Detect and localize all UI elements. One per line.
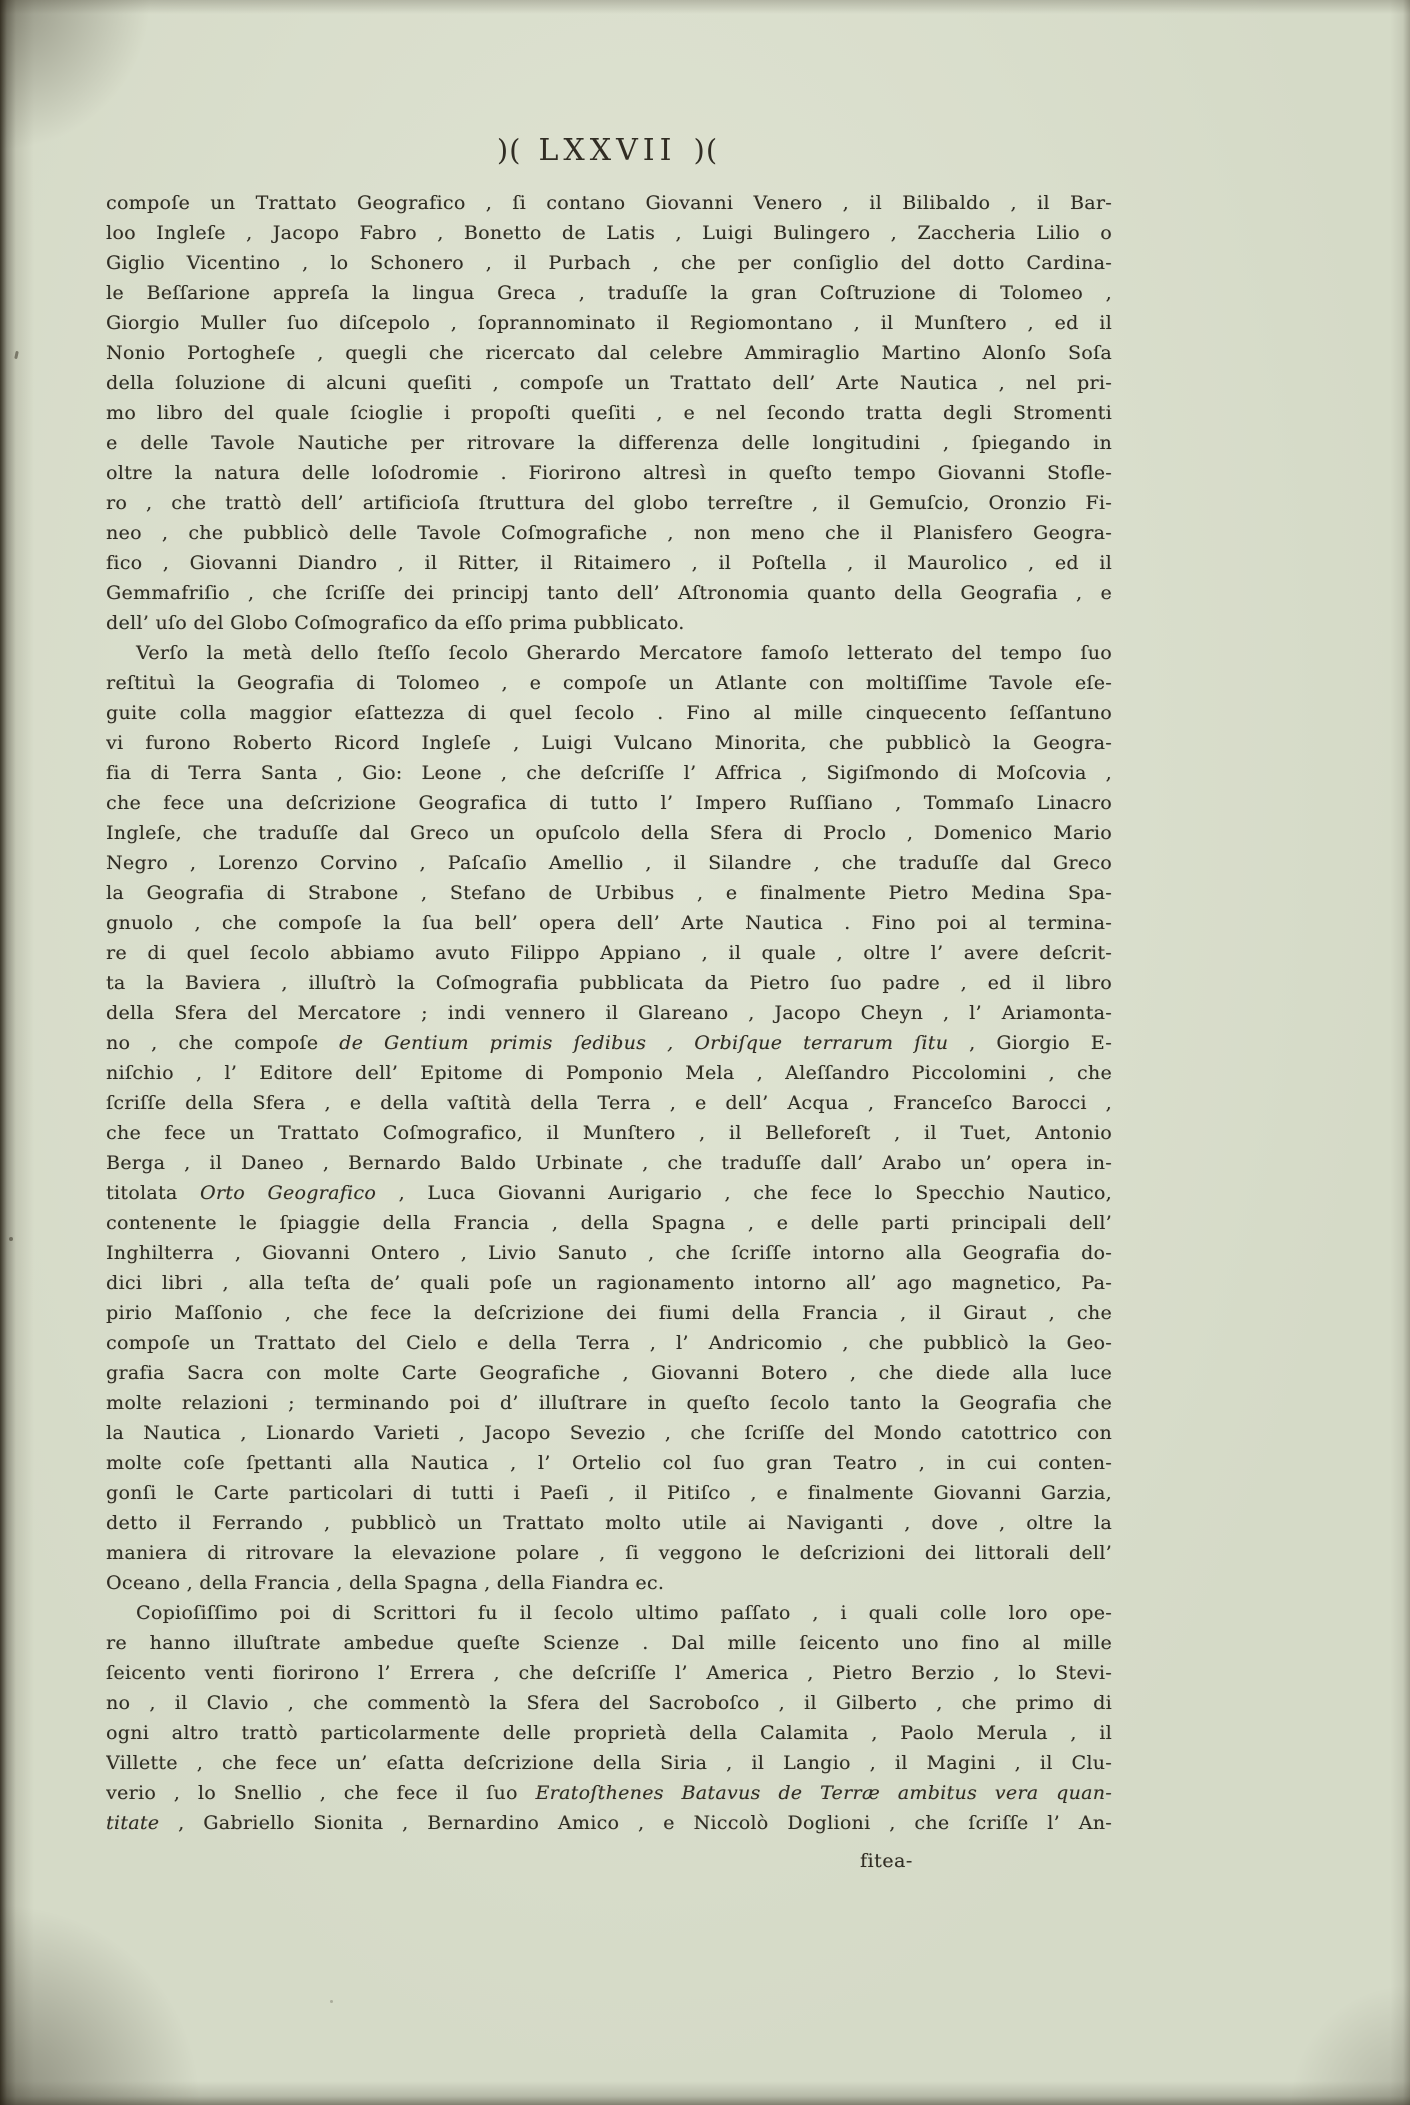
scan-artifact [330, 2000, 333, 2003]
text-line: compoſe un Trattato del Cielo e della Terra , l’ Andricomio , che pubblicò la Geo- [106, 1332, 1112, 1354]
text-line: verio , lo Snellio , che fece il ſuo Eratoſthenes Batavus de Terræ ambitus vera quan- [106, 1782, 1112, 1804]
text-line: dell’ uſo del Globo Coſmografico da eſſo prima pubblicato. [106, 612, 685, 634]
text-line: re di quel ſecolo abbiamo avuto Filippo Appiano , il quale , oltre l’ avere deſcrit- [106, 942, 1112, 964]
text-line: e delle Tavole Nautiche per ritrovare la differenza delle longitudini , ſpiegando in [106, 432, 1112, 454]
text-line: molte relazioni ; terminando poi d’ illuſtrare in queſto ſecolo tanto la Geografia che [106, 1392, 1112, 1414]
text-line: pirio Maſſonio , che fece la deſcrizione dei fiumi della Francia , il Giraut , che [106, 1302, 1112, 1324]
text-line: maniera di ritrovare la elevazione polare , ſi veggono le deſcrizioni dei littorali dell’ [106, 1542, 1112, 1564]
text-line: che fece una deſcrizione Geografica di tutto l’ Impero Ruſſiano , Tommaſo Linacro [106, 792, 1112, 814]
text-line: Giglio Vicentino , lo Schonero , il Purbach , che per conſiglio del dotto Cardina- [106, 252, 1112, 274]
text-line: Villette , che fece un’ eſatta deſcrizione della Siria , il Langio , il Magini , il Clu- [106, 1752, 1112, 1774]
text-line: contenente le ſpiaggie della Francia , della Spagna , e delle parti principali dell’ [106, 1212, 1112, 1234]
text-line: dici libri , alla teſta de’ quali poſe un ragionamento intorno all’ ago magnetico, Pa- [106, 1272, 1112, 1294]
text-line: no , che compoſe de Gentium primis ſedibus , Orbiſque terrarum ſitu , Giorgio E- [106, 1032, 1112, 1054]
page-number-roman: LXXVII [538, 133, 677, 168]
text-line: fico , Giovanni Diandro , il Ritter, il Ritaimero , il Poſtella , il Maurolico , ed il [106, 552, 1112, 574]
scan-artifact [9, 1237, 13, 1241]
text-line: ta la Baviera , illuſtrò la Coſmografia pubblicata da Pietro ſuo padre , ed il libro [106, 972, 1112, 994]
text-line: le Beſſarione appreſa la lingua Greca , traduſſe la gran Coſtruzione di Tolomeo , [106, 282, 1112, 304]
text-line: neo , che pubblicò delle Tavole Coſmografiche , non meno che il Planisfero Geogra- [106, 522, 1112, 544]
page-number-heading [105, 133, 1110, 168]
text-line: compoſe un Trattato Geografico , ſi contano Giovanni Venero , il Bilibaldo , il Bar- [106, 192, 1112, 214]
text-line: ſeicento venti fiorirono l’ Errera , che deſcriſſe l’ America , Pietro Berzio , lo Stevi- [106, 1662, 1112, 1684]
text-block [106, 188, 1112, 1838]
text-line: re hanno illuſtrate ambedue queſte Scienze . Dal mille ſeicento uno fino al mille [106, 1632, 1112, 1654]
text-line: della ſoluzione di alcuni queſiti , compoſe un Trattato dell’ Arte Nautica , nel pri- [106, 372, 1112, 394]
text-line: che fece un Trattato Coſmografico, il Munſtero , il Belleforeſt , il Tuet, Antonio [106, 1122, 1112, 1144]
header-ornament-right: )( [693, 133, 719, 167]
text-line: Verſo la metà dello ſteſſo ſecolo Gherardo Mercatore famoſo letterato del tempo ſuo [136, 642, 1112, 664]
text-line: Gemmafriſio , che ſcriſſe dei principj tanto dell’ Aſtronomia quanto della Geografia , e [106, 582, 1112, 604]
text-line: mo libro del quale ſcioglie i propoſti queſiti , e nel ſecondo tratta degli Stromenti [106, 402, 1112, 424]
text-line: titate , Gabriello Sionita , Bernardino Amico , e Niccolò Doglioni , che ſcriſſe l’ An- [106, 1812, 1112, 1834]
text-line: vi furono Roberto Ricord Ingleſe , Luigi Vulcano Minorita, che pubblicò la Geogra- [106, 732, 1112, 754]
text-line: Ingleſe, che traduſſe dal Greco un opuſcolo della Sfera di Proclo , Domenico Mario [106, 822, 1112, 844]
text-line: gnuolo , che compoſe la ſua bell’ opera dell’ Arte Nautica . Fino poi al termina- [106, 912, 1112, 934]
text-line: la Geografia di Strabone , Stefano de Urbibus , e finalmente Pietro Medina Spa- [106, 882, 1112, 904]
text-line: grafia Sacra con molte Carte Geografiche , Giovanni Botero , che diede alla luce [106, 1362, 1112, 1384]
scan-artifact [14, 351, 19, 359]
catchword: fitea- [860, 1850, 913, 1872]
text-line: ogni altro trattò particolarmente delle proprietà della Calamita , Paolo Merula , il [106, 1722, 1112, 1744]
text-line: Negro , Lorenzo Corvino , Paſcaſio Amellio , il Silandre , che traduſſe dal Greco [106, 852, 1112, 874]
text-line: loo Ingleſe , Jacopo Fabro , Bonetto de Latis , Luigi Bulingero , Zaccheria Lilio o [106, 222, 1112, 244]
text-line: reſtituì la Geografia di Tolomeo , e compoſe un Atlante con moltiſſime Tavole eſe- [106, 672, 1112, 694]
text-line: della Sfera del Mercatore ; indi vennero il Glareano , Jacopo Cheyn , l’ Ariamonta- [106, 1002, 1112, 1024]
text-line: fia di Terra Santa , Gio: Leone , che deſcriſſe l’ Affrica , Sigiſmondo di Moſcovia , [106, 762, 1112, 784]
text-line: Inghilterra , Giovanni Ontero , Livio Sanuto , che ſcriſſe intorno alla Geografia do- [106, 1242, 1112, 1264]
text-line: ro , che trattò dell’ artificioſa ſtruttura del globo terreſtre , il Gemuſcio, Oronzio Fi- [106, 492, 1112, 514]
text-line: gonſi le Carte particolari di tutti i Paeſi , il Pitiſco , e finalmente Giovanni Garzia, [106, 1482, 1112, 1504]
text-line: ſcriſſe della Sfera , e della vaſtità della Terra , e dell’ Acqua , Franceſco Barocci , [106, 1092, 1112, 1114]
text-line: molte coſe ſpettanti alla Nautica , l’ Ortelio col ſuo gran Teatro , in cui conten- [106, 1452, 1112, 1474]
text-line: Oceano , della Francia , della Spagna , della Fiandra ec. [106, 1572, 665, 1594]
header-ornament-left: )( [496, 133, 522, 167]
text-line: guite colla maggior eſattezza di quel ſecolo . Fino al mille cinquecento ſeſſantuno [106, 702, 1112, 724]
text-line: detto il Ferrando , pubblicò un Trattato molto utile ai Naviganti , dove , oltre la [106, 1512, 1112, 1534]
text-line: Giorgio Muller ſuo diſcepolo , ſoprannominato il Regiomontano , il Munſtero , ed il [106, 312, 1112, 334]
text-line: la Nautica , Lionardo Varieti , Jacopo Sevezio , che ſcriſſe del Mondo catottrico con [106, 1422, 1112, 1444]
text-line: niſchio , l’ Editore dell’ Epitome di Pomponio Mela , Aleſſandro Piccolomini , che [106, 1062, 1112, 1084]
text-line: Berga , il Daneo , Bernardo Baldo Urbinate , che traduſſe dall’ Arabo un’ opera in- [106, 1152, 1112, 1174]
text-line: Copioſiſſimo poi di Scrittori fu il ſecolo ultimo paſſato , i quali colle loro ope- [136, 1602, 1112, 1624]
text-line: titolata Orto Geografico , Luca Giovanni Aurigario , che fece lo Specchio Nautico, [106, 1182, 1112, 1204]
text-line: Nonio Portogheſe , quegli che ricercato dal celebre Ammiraglio Martino Alonſo Soſa [106, 342, 1112, 364]
text-line: oltre la natura delle loſodromie . Fiorirono altresì in queſto tempo Giovanni Stofle- [106, 462, 1112, 484]
text-line: no , il Clavio , che commentò la Sfera del Sacroboſco , il Gilberto , che primo di [106, 1692, 1112, 1714]
